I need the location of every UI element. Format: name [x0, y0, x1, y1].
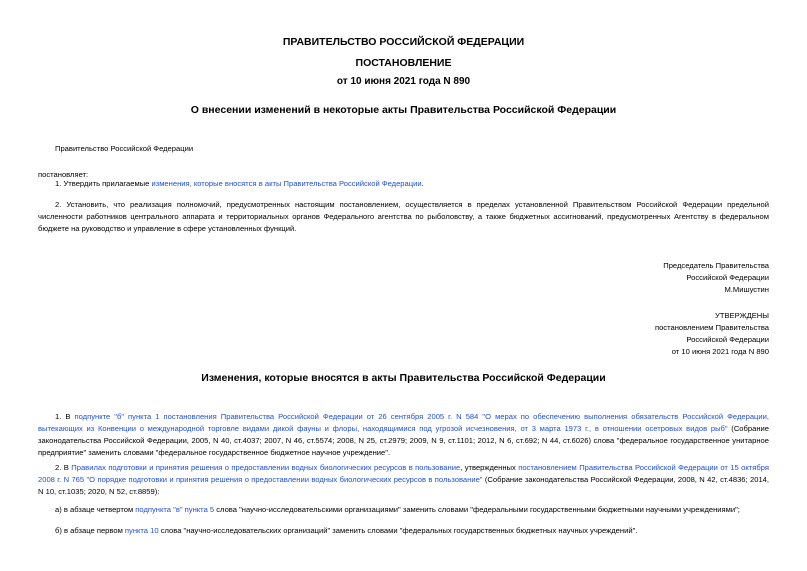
item-1: [55, 178, 424, 190]
change-paragraph-1: [38, 411, 769, 459]
change-a-intro: а) в абзаце четвертом: [55, 505, 136, 514]
change-a-text: слова "научно-исследовательскими организациями" заменить словами "федеральными государственными бюджетными научными учреждениями";: [214, 505, 740, 514]
change-2-text-a: , утвержденных: [460, 463, 519, 472]
document-date-number: от 10 июня 2021 года N 890: [336, 76, 471, 87]
approval-line-3: Российской Федерации: [686, 335, 769, 344]
preamble-decides: постановляет:: [38, 170, 89, 179]
changes-link[interactable]: изменения, которые вносятся в акты Правительства Российской Федерации: [151, 179, 422, 188]
change-paragraph-a: [55, 504, 740, 516]
change-2-text-b: (Собрание законодательства Российской Федерации, 2008, N 42, ст.4836; 2014, N 10, ст.1035; 2020, N 52, ст.8859):: [38, 475, 769, 496]
authority-heading: ПРАВИТЕЛЬСТВО РОССИЙСКОЙ ФЕДЕРАЦИИ: [282, 36, 525, 48]
decree-765-link[interactable]: постановлением Правительства Российской Федерации от 15 октября 2008 г. N 765 "О порядке подготовки и принятия решения о предоставлении водных биологических ресурсов в пользование": [38, 463, 769, 484]
subclause-v-point-5-link[interactable]: подпункта "в" пункта 5: [135, 505, 215, 514]
change-paragraph-2: [38, 462, 769, 498]
signature-block: [663, 260, 769, 296]
change-b-intro: б) в абзаце первом: [55, 526, 125, 535]
signature-position-1: Председатель Правительства: [663, 261, 769, 270]
point-10-link[interactable]: пункта 10: [124, 526, 159, 535]
decree-584-link[interactable]: подпункте "б" пункта 1 постановления Правительства Российской Федерации от 26 сентября 2005 г. N 584 "О мерах по обеспечению выполнения обязательств Российской Федерации, вытекающих из Конвенции о международной торговле видами дикой фауны и флоры, находящимися под угрозой исчезновения, от 3 марта 1973 г., в отношении осетровых видов рыб": [38, 412, 769, 433]
rules-link[interactable]: Правилах подготовки и принятия решения о предоставлении водных биологических ресурсов в пользование: [71, 463, 461, 472]
item-1-prefix: 1. Утвердить прилагаемые: [55, 179, 152, 188]
approval-block: [655, 310, 769, 358]
change-b-text: слова "научно-исследовательских организаций" заменить словами "федеральных государственных бюджетных научных учреждений".: [158, 526, 638, 535]
document-type: ПОСТАНОВЛЕНИЕ: [355, 57, 452, 69]
approval-line-4: от 10 июня 2021 года N 890: [671, 347, 769, 356]
change-1-intro: 1. В: [55, 412, 75, 421]
item-1-suffix: .: [421, 179, 424, 188]
change-paragraph-b: [55, 525, 637, 537]
signature-name: М.Мишустин: [724, 285, 769, 294]
signature-position-2: Российской Федерации: [686, 273, 769, 282]
item-2: 2. Установить, что реализация полномочий, предусмотренных настоящим постановлением, осуществляется в пределах установленной Правительством Российской Федерации предельной численности работников центрального аппарата и территориальных органов Федерального агентства по рыболовству, а также бюджетных ассигнований, предусмотренных Агентству в федеральном бюджете на руководство и управление в сфере установленных функций.: [38, 200, 769, 233]
change-2-intro: 2. В: [55, 463, 72, 472]
change-1-text: (Собрание законодательства Российской Федерации, 2005, N 40, ст.4037; 2007, N 46, ст.5574; 2008, N 25, ст.2979; 2009, N 9, ст.1101; 2012, N 6, ст.692; N 44, ст.6026) слова "федеральное государственное унитарное предприятие" заменить словами "федеральное государственное бюджетное научное учреждение".: [38, 424, 769, 457]
changes-title: Изменения, которые вносятся в акты Правительства Российской Федерации: [201, 372, 606, 384]
document-title: О внесении изменений в некоторые акты Правительства Российской Федерации: [190, 104, 617, 116]
approval-line-1: УТВЕРЖДЕНЫ: [715, 311, 769, 320]
approval-line-2: постановлением Правительства: [654, 323, 769, 332]
preamble-government: Правительство Российской Федерации: [55, 144, 194, 153]
